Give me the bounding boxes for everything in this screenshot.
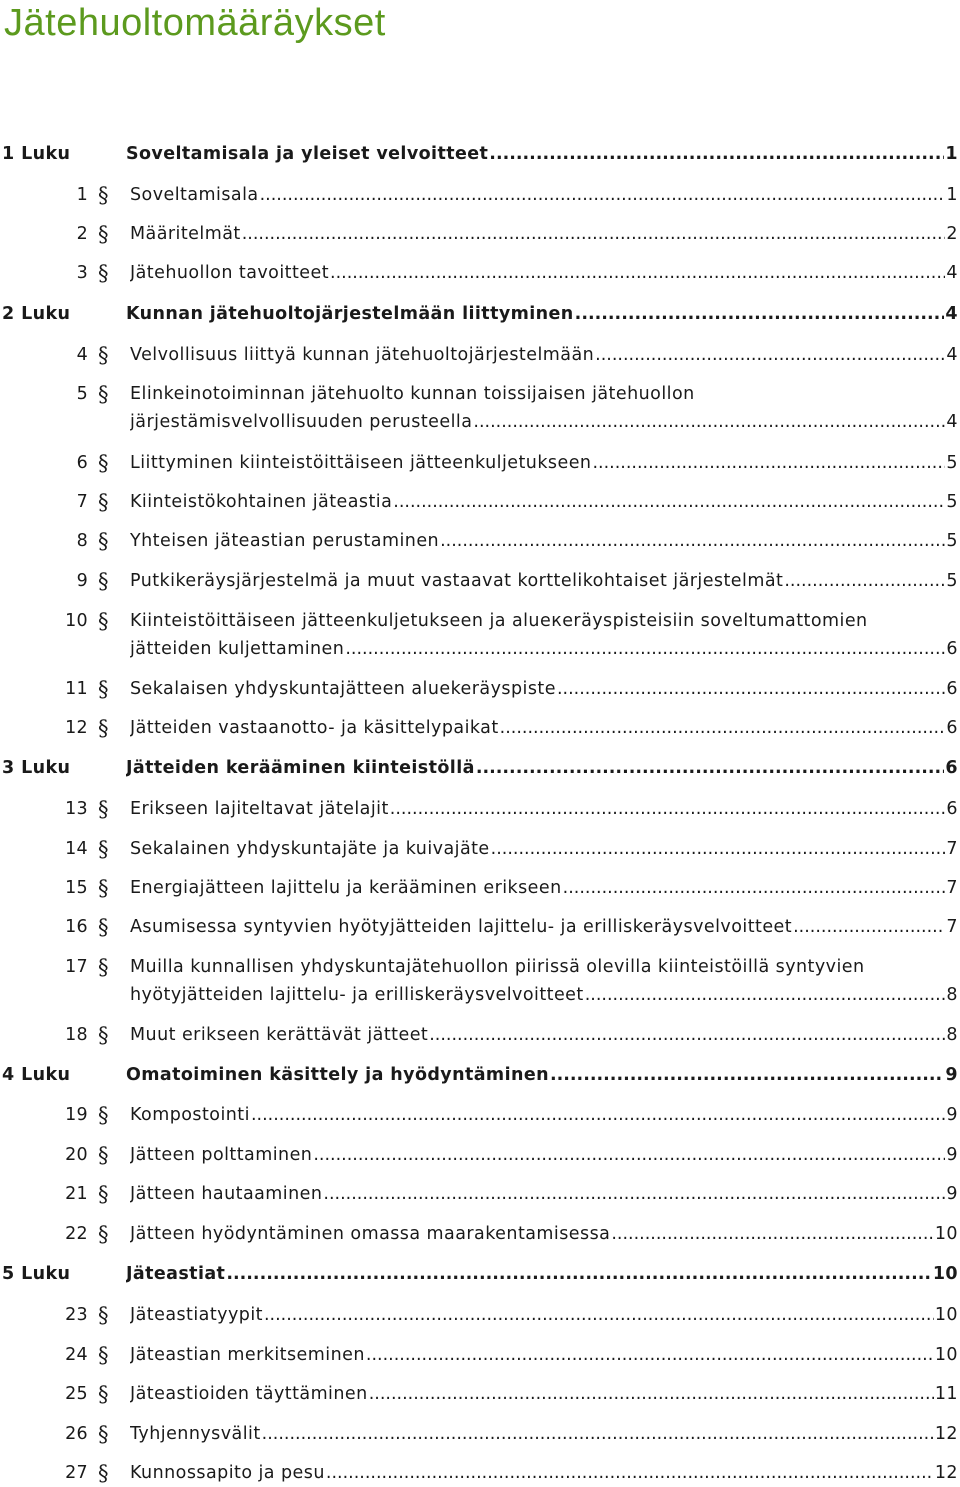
page-number: 10	[934, 1224, 958, 1244]
section-sign-icon: §	[98, 1182, 109, 1206]
page-number: 10	[934, 1345, 958, 1365]
entry-title: Sekalainen yhdyskuntajäte ja kuivajäte	[130, 839, 490, 859]
dot-leader	[429, 1021, 945, 1049]
page-number: 4	[946, 412, 958, 432]
entry-title: Velvollisuus liittyä kunnan jätehuoltojärjestelmään	[130, 345, 595, 365]
page-number: 7	[946, 878, 958, 898]
toc-chapter-row[interactable]	[0, 754, 958, 782]
toc-section-row[interactable]	[0, 913, 958, 941]
section-sign-icon: §	[98, 1343, 109, 1367]
section-number: 10	[65, 611, 88, 631]
entry-title: Jäteastian merkitseminen	[130, 1345, 365, 1365]
toc-chapter-row[interactable]	[0, 1061, 958, 1089]
toc-section-row[interactable]	[0, 259, 958, 287]
section-number: 24	[65, 1345, 88, 1365]
toc-section-row[interactable]	[0, 714, 958, 742]
entry-title: Jätehuollon tavoitteet	[130, 263, 330, 283]
section-number: 17	[65, 957, 88, 977]
section-number: 1	[76, 185, 88, 205]
dot-leader	[476, 754, 945, 782]
page-number: 6	[946, 639, 958, 659]
page-number: 1	[946, 185, 958, 205]
page-number: 4	[946, 345, 958, 365]
toc-section-row[interactable]	[0, 1180, 958, 1208]
section-sign-icon: §	[98, 915, 109, 939]
section-sign-icon: §	[98, 183, 109, 207]
section-number: 2	[76, 224, 88, 244]
toc-section-row[interactable]	[0, 488, 958, 516]
entry-title: Jäteastiat	[126, 1264, 226, 1284]
entry-title: Putkikeräysjärjestelmä ja muut vastaavat korttelikohtaiset järjestelmät	[130, 571, 784, 591]
section-sign-icon: §	[98, 569, 109, 593]
page-number: 4	[946, 263, 958, 283]
page-number: 9	[945, 1065, 958, 1085]
page-number: 8	[946, 985, 958, 1005]
section-sign-icon: §	[98, 490, 109, 514]
entry-title: Jätteen hyödyntäminen omassa maarakentamisessa	[130, 1224, 611, 1244]
dot-leader	[262, 1420, 934, 1448]
section-sign-icon: §	[98, 1023, 109, 1047]
section-number: 23	[65, 1305, 88, 1325]
entry-title: Kunnossapito ja pesu	[130, 1463, 325, 1483]
toc-section-row[interactable]	[0, 1341, 958, 1369]
toc-section-row[interactable]	[0, 1220, 958, 1248]
toc-section-row[interactable]	[0, 527, 958, 555]
entry-title: Jätteiden kerääminen kiinteistöllä	[126, 758, 475, 778]
toc-section-row[interactable]	[0, 181, 958, 209]
dot-leader	[242, 220, 946, 248]
page-number: 6	[945, 758, 958, 778]
toc-section-row[interactable]	[0, 1021, 958, 1049]
toc-section-row[interactable]	[0, 380, 958, 436]
entry-title: Energiajätteen lajittelu ja kerääminen erikseen	[130, 878, 562, 898]
dot-leader	[369, 1380, 934, 1408]
page-number: 7	[946, 917, 958, 937]
page-number: 12	[934, 1424, 958, 1444]
page-number: 10	[932, 1264, 958, 1284]
section-number: 25	[65, 1384, 88, 1404]
entry-title: Muut erikseen kerättävät jätteet	[130, 1025, 429, 1045]
dot-leader	[366, 1341, 934, 1369]
dot-leader	[440, 527, 945, 555]
section-number: 8	[76, 531, 88, 551]
section-number: 14	[65, 839, 88, 859]
section-sign-icon: §	[98, 343, 109, 367]
toc-section-row[interactable]	[0, 607, 958, 663]
toc-section-row[interactable]	[0, 675, 958, 703]
entry-title: Muilla kunnallisen yhdyskuntajätehuollon piirissä olevilla kiinteistöillä syntyvien	[130, 957, 865, 977]
entry-title: Soveltamisala	[130, 185, 259, 205]
page-number: 8	[946, 1025, 958, 1045]
page-number: 6	[946, 679, 958, 699]
entry-title: Kompostointi	[130, 1105, 250, 1125]
section-sign-icon: §	[98, 837, 109, 861]
toc-section-row[interactable]	[0, 1141, 958, 1169]
section-sign-icon: §	[98, 261, 109, 285]
toc-section-row[interactable]	[0, 449, 958, 477]
entry-title: Yhteisen jäteastian perustaminen	[130, 531, 440, 551]
section-sign-icon: §	[98, 382, 109, 406]
toc-section-row[interactable]	[0, 1101, 958, 1129]
chapter-number: 3 Luku	[2, 758, 71, 778]
entry-title: järjestämisvelvollisuuden perusteella	[130, 412, 473, 432]
chapter-number: 5 Luku	[2, 1264, 71, 1284]
dot-leader	[491, 835, 946, 863]
toc-section-row[interactable]	[0, 1459, 958, 1487]
section-number: 26	[65, 1424, 88, 1444]
dot-leader	[323, 1180, 945, 1208]
section-sign-icon: §	[98, 1382, 109, 1406]
entry-title: Jäteastiatyypit	[130, 1305, 263, 1325]
page-number: 5	[946, 571, 958, 591]
toc-section-row[interactable]	[0, 835, 958, 863]
chapter-number: 4 Luku	[2, 1065, 71, 1085]
page-number: 12	[934, 1463, 958, 1483]
toc-section-row[interactable]	[0, 874, 958, 902]
dot-leader	[489, 140, 944, 168]
toc-section-row[interactable]	[0, 341, 958, 369]
page-number: 6	[946, 718, 958, 738]
toc-section-row[interactable]	[0, 1301, 958, 1329]
entry-title: Kiinteistöittäiseen jätteenkuljetukseen ja alueкeräyspisteisiin soveltumattomien	[130, 611, 868, 631]
dot-leader	[793, 913, 945, 941]
dot-leader	[563, 874, 946, 902]
section-number: 18	[65, 1025, 88, 1045]
toc-chapter-row[interactable]	[0, 1260, 958, 1288]
dot-leader	[611, 1220, 933, 1248]
section-number: 4	[76, 345, 88, 365]
dot-leader	[557, 675, 945, 703]
section-sign-icon: §	[98, 222, 109, 246]
section-sign-icon: §	[98, 1461, 109, 1485]
section-sign-icon: §	[98, 955, 109, 979]
toc-chapter-row[interactable]	[0, 300, 958, 328]
entry-title: Sekalaisen yhdyskuntajätteen aluekeräyspiste	[130, 679, 556, 699]
dot-leader	[784, 567, 945, 595]
entry-title: Jätteen polttaminen	[130, 1145, 313, 1165]
section-sign-icon: §	[98, 1422, 109, 1446]
entry-title: Määritelmät	[130, 224, 241, 244]
entry-title: Jäteastioiden täyttäminen	[130, 1384, 368, 1404]
section-number: 13	[65, 799, 88, 819]
page-number: 5	[946, 492, 958, 512]
dot-leader	[585, 981, 946, 1009]
entry-title: Elinkeinotoiminnan jätehuolto kunnan toissijaisen jätehuollon	[130, 384, 695, 404]
dot-leader	[251, 1101, 945, 1129]
dot-leader	[345, 635, 945, 663]
toc-section-row[interactable]	[0, 567, 958, 595]
section-number: 3	[76, 263, 88, 283]
page-number: 2	[946, 224, 958, 244]
entry-title: Jätteiden vastaanotto- ja käsittelypaikat	[130, 718, 499, 738]
page-number: 9	[946, 1105, 958, 1125]
section-number: 6	[76, 453, 88, 473]
section-number: 27	[65, 1463, 88, 1483]
section-sign-icon: §	[98, 1103, 109, 1127]
dot-leader	[260, 181, 946, 209]
page-number: 6	[946, 799, 958, 819]
section-number: 20	[65, 1145, 88, 1165]
document-title: Jätehuoltomääräykset	[4, 2, 386, 44]
dot-leader	[575, 300, 945, 328]
toc-section-row[interactable]	[0, 795, 958, 823]
dot-leader	[500, 714, 946, 742]
section-number: 9	[76, 571, 88, 591]
page-number: 9	[946, 1145, 958, 1165]
dot-leader	[595, 341, 945, 369]
entry-title: Tyhjennysvälit	[130, 1424, 261, 1444]
section-number: 12	[65, 718, 88, 738]
section-sign-icon: §	[98, 1303, 109, 1327]
dot-leader	[330, 259, 945, 287]
entry-title: hyötyjätteiden lajittelu- ja erilliskeräysvelvoitteet	[130, 985, 584, 1005]
dot-leader	[550, 1061, 944, 1089]
page-number: 10	[934, 1305, 958, 1325]
dot-leader	[326, 1459, 934, 1487]
dot-leader	[473, 408, 945, 436]
entry-title: Erikseen lajiteltavat jätelajit	[130, 799, 389, 819]
dot-leader	[592, 449, 945, 477]
chapter-number: 1 Luku	[2, 144, 71, 164]
dot-leader	[393, 488, 945, 516]
dot-leader	[390, 795, 946, 823]
page-number: 9	[946, 1184, 958, 1204]
dot-leader	[313, 1141, 945, 1169]
section-number: 15	[65, 878, 88, 898]
chapter-number: 2 Luku	[2, 304, 71, 324]
entry-title: Kunnan jätehuoltojärjestelmään liittyminen	[126, 304, 574, 324]
section-sign-icon: §	[98, 529, 109, 553]
section-number: 21	[65, 1184, 88, 1204]
toc-section-row[interactable]	[0, 1380, 958, 1408]
section-number: 19	[65, 1105, 88, 1125]
section-sign-icon: §	[98, 1143, 109, 1167]
page-number: 11	[934, 1384, 958, 1404]
section-sign-icon: §	[98, 677, 109, 701]
entry-title: Kiinteistökohtainen jäteastia	[130, 492, 393, 512]
section-sign-icon: §	[98, 876, 109, 900]
entry-title: Liittyminen kiinteistöittäiseen jätteenkuljetukseen	[130, 453, 592, 473]
section-number: 11	[65, 679, 88, 699]
page-number: 4	[945, 304, 958, 324]
toc-section-row[interactable]	[0, 220, 958, 248]
entry-title: Soveltamisala ja yleiset velvoitteet	[126, 144, 489, 164]
page-number: 7	[946, 839, 958, 859]
section-sign-icon: §	[98, 797, 109, 821]
entry-title: Asumisessa syntyvien hyötyjätteiden lajittelu- ja erilliskeräysvelvoitteet	[130, 917, 793, 937]
page-number: 5	[946, 531, 958, 551]
page-number: 5	[946, 453, 958, 473]
entry-title: Jätteen hautaaminen	[130, 1184, 323, 1204]
section-number: 16	[65, 917, 88, 937]
toc-chapter-row[interactable]	[0, 140, 958, 168]
section-number: 22	[65, 1224, 88, 1244]
section-number: 7	[76, 492, 88, 512]
section-number: 5	[76, 384, 88, 404]
toc-section-row[interactable]	[0, 1420, 958, 1448]
section-sign-icon: §	[98, 609, 109, 633]
page-number: 1	[945, 144, 958, 164]
section-sign-icon: §	[98, 1222, 109, 1246]
entry-title: Omatoiminen käsittely ja hyödyntäminen	[126, 1065, 549, 1085]
entry-title: jätteiden kuljettaminen	[130, 639, 345, 659]
section-sign-icon: §	[98, 451, 109, 475]
section-sign-icon: §	[98, 716, 109, 740]
dot-leader	[226, 1260, 932, 1288]
toc-section-row[interactable]	[0, 953, 958, 1009]
dot-leader	[264, 1301, 934, 1329]
